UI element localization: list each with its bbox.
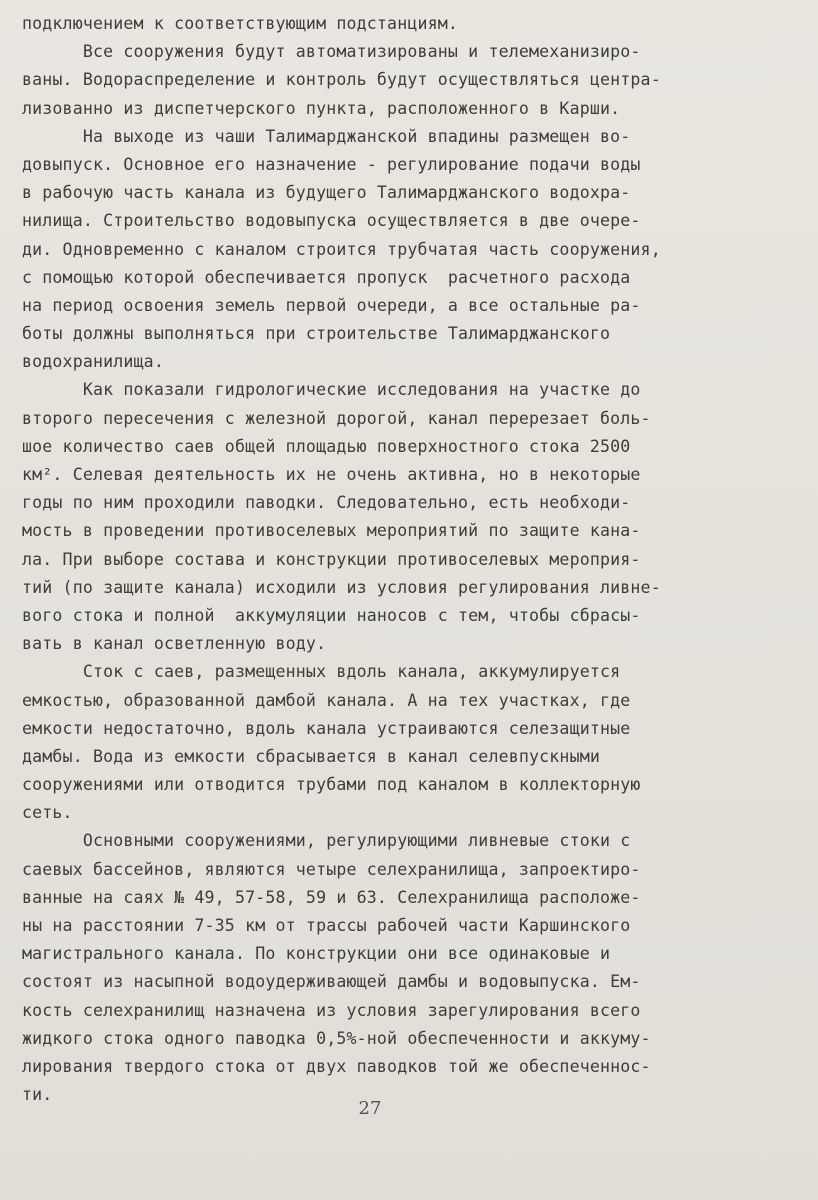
- text-line: Все сооружения будут автоматизированы и телемеханизиро-: [22, 42, 641, 62]
- text-line: сеть.: [22, 803, 73, 823]
- text-line: подключением к соответствующим подстанциям.: [22, 14, 459, 33]
- text-line: Сток с саев, размещенных вдоль канала, аккумулируется: [22, 662, 621, 682]
- text-line: емкости недостаточно, вдоль канала устраиваются селезащитные: [22, 718, 631, 738]
- text-line: годы по ним проходили паводки. Следовательно, есть необходи-: [22, 493, 631, 513]
- text-line: ти.: [22, 1085, 53, 1105]
- text-line: ди. Одновременно с каналом строится трубчатая часть сооружения,: [22, 239, 661, 259]
- paragraph: [22, 38, 778, 123]
- paragraph: [22, 658, 778, 827]
- text-line: км². Селевая деятельность их не очень активна, но в некоторые: [22, 465, 641, 484]
- paragraph: [22, 10, 778, 38]
- text-line: тий (по защите канала) исходили из условия регулирования ливне-: [22, 577, 661, 597]
- text-line: магистрального канала. По конструкции они все одинаковые и: [22, 944, 611, 964]
- text-line: второго пересечения с железной дорогой, канал перерезает боль-: [22, 408, 651, 428]
- text-line: Как показали гидрологические исследования на участке до: [22, 380, 641, 400]
- text-line: кость селехранилищ назначена из условия зарегулирования всего: [22, 1000, 641, 1020]
- text-line: дамбы. Вода из емкости сбрасывается в канал селевпускными: [22, 746, 600, 766]
- text-line: с помощью которой обеспечивается пропуск расчетного расхода: [22, 267, 631, 287]
- text-line: ны на расстоянии 7-35 км от трассы рабочей части Каршинского: [22, 916, 631, 935]
- text-line: состоят из насыпной водоудерживающей дамбы и водовыпуска. Ем-: [22, 972, 641, 992]
- body-text: [22, 10, 778, 1109]
- text-line: ванные на саях № 49, 57-58, 59 и 63. Селехранилища расположе-: [22, 887, 641, 907]
- text-line: шое количество саев общей площадью поверхностного стока 2500: [22, 436, 631, 456]
- text-line: мость в проведении противоселевых мероприятий по защите кана-: [22, 521, 641, 541]
- text-line: ваны. Водораспределение и контроль будут осуществляться центра-: [22, 70, 661, 90]
- paragraph: [22, 123, 778, 377]
- text-line: лирования твердого стока от двух паводков той же обеспеченнос-: [22, 1056, 651, 1076]
- text-line: довыпуск. Основное его назначение - регулирование подачи воды: [22, 154, 641, 174]
- page-number: 27: [358, 1098, 382, 1119]
- text-line: в рабочую часть канала из будущего Талимарджанского водохра-: [22, 183, 631, 203]
- text-line: саевых бассейнов, являются четыре селехранилища, запроектиро-: [22, 859, 641, 879]
- text-line: водохранилища.: [22, 352, 164, 372]
- paragraph: [22, 827, 778, 1109]
- text-line: жидкого стока одного паводка 0,5%-ной обеспеченности и аккуму-: [22, 1028, 651, 1048]
- text-line: на период освоения земель первой очереди, а все остальные ра-: [22, 295, 641, 315]
- text-line: боты должны выполняться при строительстве Талимарджанского: [22, 324, 611, 344]
- text-line: сооружениями или отводится трубами под каналом в коллекторную: [22, 775, 641, 795]
- text-line: вого стока и полной аккумуляции наносов с тем, чтобы сбрасы-: [22, 605, 641, 625]
- text-line: емкостью, образованной дамбой канала. А на тех участках, где: [22, 690, 631, 710]
- text-line: лизованно из диспетчерского пункта, расположенного в Карши.: [22, 98, 621, 118]
- text-line: Основными сооружениями, регулирующими ливневые стоки с: [22, 831, 631, 851]
- text-line: На выходе из чаши Талимарджанской впадины размещен во-: [22, 126, 631, 146]
- paragraph: [22, 376, 778, 658]
- text-line: нилища. Строительство водовыпуска осуществляется в две очере-: [22, 211, 641, 231]
- text-line: вать в канал осветленную воду.: [22, 634, 327, 654]
- text-line: ла. При выборе состава и конструкции противоселевых мероприя-: [22, 549, 641, 569]
